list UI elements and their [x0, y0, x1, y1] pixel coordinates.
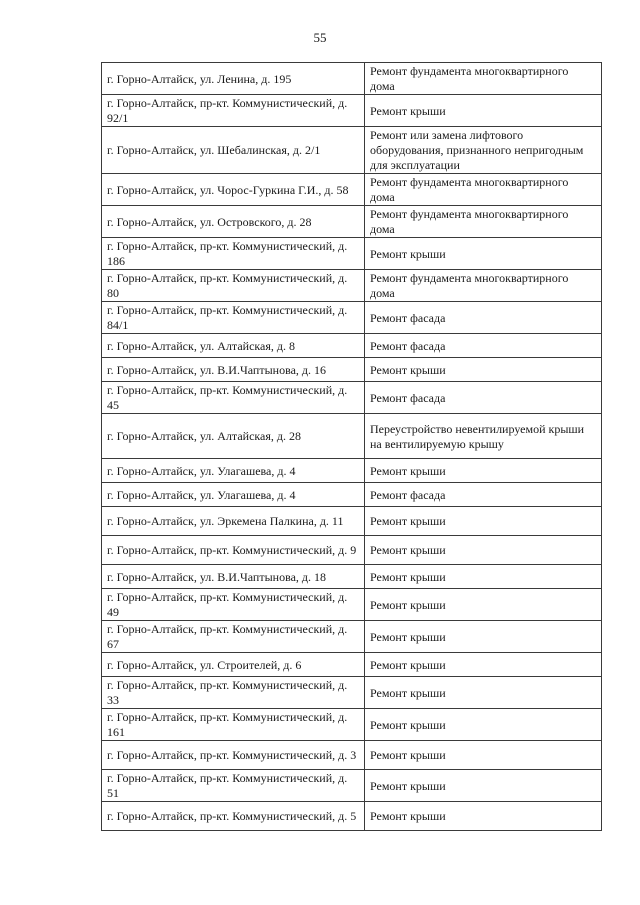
address-cell: г. Горно-Алтайск, ул. Чорос-Гуркина Г.И., д. 58 — [102, 174, 365, 206]
work-type-cell: Ремонт крыши — [365, 565, 602, 589]
table-row — [102, 238, 602, 270]
work-type-cell: Ремонт крыши — [365, 507, 602, 536]
address-cell: г. Горно-Алтайск, пр-кт. Коммунистический, д. 49 — [102, 589, 365, 621]
address-cell: г. Горно-Алтайск, ул. Островского, д. 28 — [102, 206, 365, 238]
address-cell: г. Горно-Алтайск, пр-кт. Коммунистический, д. 92/1 — [102, 95, 365, 127]
address-cell: г. Горно-Алтайск, ул. Улагашева, д. 4 — [102, 483, 365, 507]
address-cell: г. Горно-Алтайск, пр-кт. Коммунистический, д. 3 — [102, 741, 365, 770]
address-cell: г. Горно-Алтайск, пр-кт. Коммунистический, д. 51 — [102, 770, 365, 802]
table-row — [102, 802, 602, 831]
table-row — [102, 174, 602, 206]
work-type-cell: Ремонт крыши — [365, 653, 602, 677]
address-cell: г. Горно-Алтайск, пр-кт. Коммунистический, д. 5 — [102, 802, 365, 831]
address-cell: г. Горно-Алтайск, ул. В.И.Чаптынова, д. 16 — [102, 358, 365, 382]
address-cell: г. Горно-Алтайск, ул. В.И.Чаптынова, д. 18 — [102, 565, 365, 589]
address-cell: г. Горно-Алтайск, ул. Эркемена Палкина, д. 11 — [102, 507, 365, 536]
address-cell: г. Горно-Алтайск, пр-кт. Коммунистический, д. 186 — [102, 238, 365, 270]
work-type-cell: Переустройство невентилируемой крыши на вентилируемую крышу — [365, 414, 602, 459]
table-row — [102, 677, 602, 709]
table-row — [102, 270, 602, 302]
address-cell: г. Горно-Алтайск, пр-кт. Коммунистический, д. 9 — [102, 536, 365, 565]
table-row — [102, 565, 602, 589]
work-type-cell: Ремонт крыши — [365, 741, 602, 770]
table-row — [102, 206, 602, 238]
table-row — [102, 382, 602, 414]
table-row — [102, 507, 602, 536]
table-row — [102, 127, 602, 174]
address-cell: г. Горно-Алтайск, ул. Строителей, д. 6 — [102, 653, 365, 677]
address-cell: г. Горно-Алтайск, пр-кт. Коммунистический, д. 33 — [102, 677, 365, 709]
work-type-cell: Ремонт крыши — [365, 589, 602, 621]
work-type-cell: Ремонт крыши — [365, 238, 602, 270]
address-cell: г. Горно-Алтайск, пр-кт. Коммунистический, д. 161 — [102, 709, 365, 741]
work-type-cell: Ремонт или замена лифтового оборудования, признанного непригодным для эксплуатации — [365, 127, 602, 174]
work-type-cell: Ремонт фасада — [365, 334, 602, 358]
address-cell: г. Горно-Алтайск, ул. Ленина, д. 195 — [102, 63, 365, 95]
work-type-cell: Ремонт фундамента многоквартирного дома — [365, 270, 602, 302]
table-row — [102, 302, 602, 334]
work-type-cell: Ремонт крыши — [365, 621, 602, 653]
address-cell: г. Горно-Алтайск, пр-кт. Коммунистический, д. 67 — [102, 621, 365, 653]
table-row — [102, 536, 602, 565]
work-type-cell: Ремонт фасада — [365, 483, 602, 507]
table-row — [102, 414, 602, 459]
address-cell: г. Горно-Алтайск, ул. Шебалинская, д. 2/1 — [102, 127, 365, 174]
address-cell: г. Горно-Алтайск, ул. Улагашева, д. 4 — [102, 459, 365, 483]
table-row — [102, 483, 602, 507]
work-type-cell: Ремонт крыши — [365, 536, 602, 565]
work-type-cell: Ремонт крыши — [365, 358, 602, 382]
address-cell: г. Горно-Алтайск, ул. Алтайская, д. 8 — [102, 334, 365, 358]
table-row — [102, 653, 602, 677]
table-row — [102, 770, 602, 802]
table-row — [102, 621, 602, 653]
work-type-cell: Ремонт крыши — [365, 802, 602, 831]
address-cell: г. Горно-Алтайск, пр-кт. Коммунистический, д. 80 — [102, 270, 365, 302]
work-type-cell: Ремонт крыши — [365, 459, 602, 483]
work-type-cell: Ремонт фасада — [365, 302, 602, 334]
table-row — [102, 95, 602, 127]
address-cell: г. Горно-Алтайск, ул. Алтайская, д. 28 — [102, 414, 365, 459]
table-row — [102, 358, 602, 382]
table-row — [102, 589, 602, 621]
table-row — [102, 334, 602, 358]
work-type-cell: Ремонт фундамента многоквартирного дома — [365, 63, 602, 95]
repair-table — [101, 62, 602, 831]
table-row — [102, 741, 602, 770]
table-row — [102, 63, 602, 95]
address-cell: г. Горно-Алтайск, пр-кт. Коммунистический, д. 45 — [102, 382, 365, 414]
table-row — [102, 709, 602, 741]
work-type-cell: Ремонт фундамента многоквартирного дома — [365, 206, 602, 238]
work-type-cell: Ремонт крыши — [365, 95, 602, 127]
work-type-cell: Ремонт крыши — [365, 677, 602, 709]
table-row — [102, 459, 602, 483]
page-number: 55 — [313, 30, 327, 45]
work-type-cell: Ремонт крыши — [365, 770, 602, 802]
work-type-cell: Ремонт фасада — [365, 382, 602, 414]
work-type-cell: Ремонт крыши — [365, 709, 602, 741]
address-cell: г. Горно-Алтайск, пр-кт. Коммунистический, д. 84/1 — [102, 302, 365, 334]
work-type-cell: Ремонт фундамента многоквартирного дома — [365, 174, 602, 206]
